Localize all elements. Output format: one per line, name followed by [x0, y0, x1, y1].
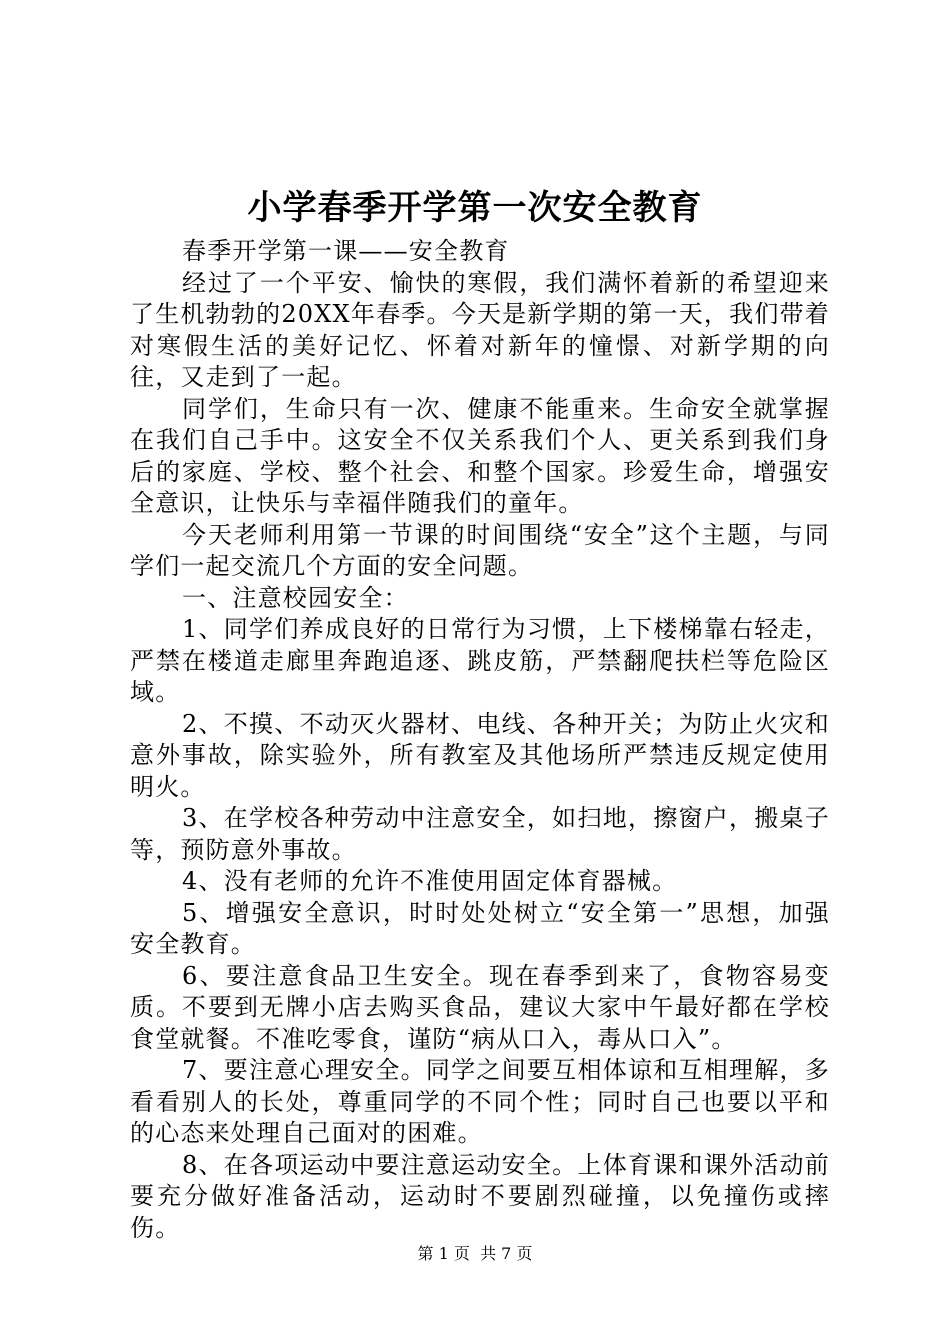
document-title: 小学春季开学第一次安全教育: [247, 188, 703, 228]
page-footer: [0, 1242, 950, 1266]
page-total: 共 7 页: [480, 1244, 533, 1263]
list-item-4: 4、没有老师的允许不准使用固定体育器械。: [182, 867, 678, 895]
list-item-8: 8、在各项运动中要注意运动安全。上体育课和课外活动前要充分做好准备活动，运动时不要剧烈碰撞，以免撞伤或摔伤。: [130, 1150, 830, 1242]
list-item-2: 2、不摸、不动灭火器材、电线、各种开关；为防止火灾和意外事故，除实验外，所有教室及其他场所严禁违反规定使用明火。: [130, 709, 830, 801]
page-number: 第 1 页: [417, 1244, 470, 1263]
paragraph-intro: 经过了一个平安、愉快的寒假，我们满怀着新的希望迎来了生机勃勃的20XX年春季。今天是新学期的第一天，我们带着对寒假生活的美好记忆、怀着对新年的憧憬、对新学期的向往，又走到了一起。: [130, 268, 830, 391]
list-item-5: 5、增强安全意识，时时处处树立“安全第一”思想，加强安全教育。: [130, 898, 830, 958]
list-item-3: 3、在学校各种劳动中注意安全，如扫地，擦窗户，搬桌子等，预防意外事故。: [130, 804, 830, 864]
section-heading-campus-safety: 一、注意校园安全：: [182, 583, 409, 612]
document-body: [130, 236, 830, 1244]
paragraph-subtitle: 春季开学第一课——安全教育: [182, 237, 510, 265]
paragraph-topic: 今天老师利用第一节课的时间围绕“安全”这个主题，与同学们一起交流几个方面的安全问题。: [130, 520, 830, 580]
paragraph-life: 同学们，生命只有一次、健康不能重来。生命安全就掌握在我们自己手中。这安全不仅关系我们个人、更关系到我们身后的家庭、学校、整个社会、和整个国家。珍爱生命，增强安全意识，让快乐与幸福伴随我们的童年。: [130, 394, 830, 517]
list-item-6: 6、要注意食品卫生安全。现在春季到来了，食物容易变质。不要到无牌小店去购买食品，建议大家中午最好都在学校食堂就餐。不准吃零食，谨防“病从口入，毒从口入”。: [130, 961, 830, 1053]
list-item-7: 7、要注意心理安全。同学之间要互相体谅和互相理解，多看看别人的长处，尊重同学的不同个性；同时自己也要以平和的心态来处理自己面对的困难。: [130, 1056, 830, 1147]
list-item-1: 1、同学们养成良好的日常行为习惯，上下楼梯靠右轻走，严禁在楼道走廊里奔跑追逐、跳皮筋，严禁翻爬扶栏等危险区域。: [130, 615, 830, 706]
